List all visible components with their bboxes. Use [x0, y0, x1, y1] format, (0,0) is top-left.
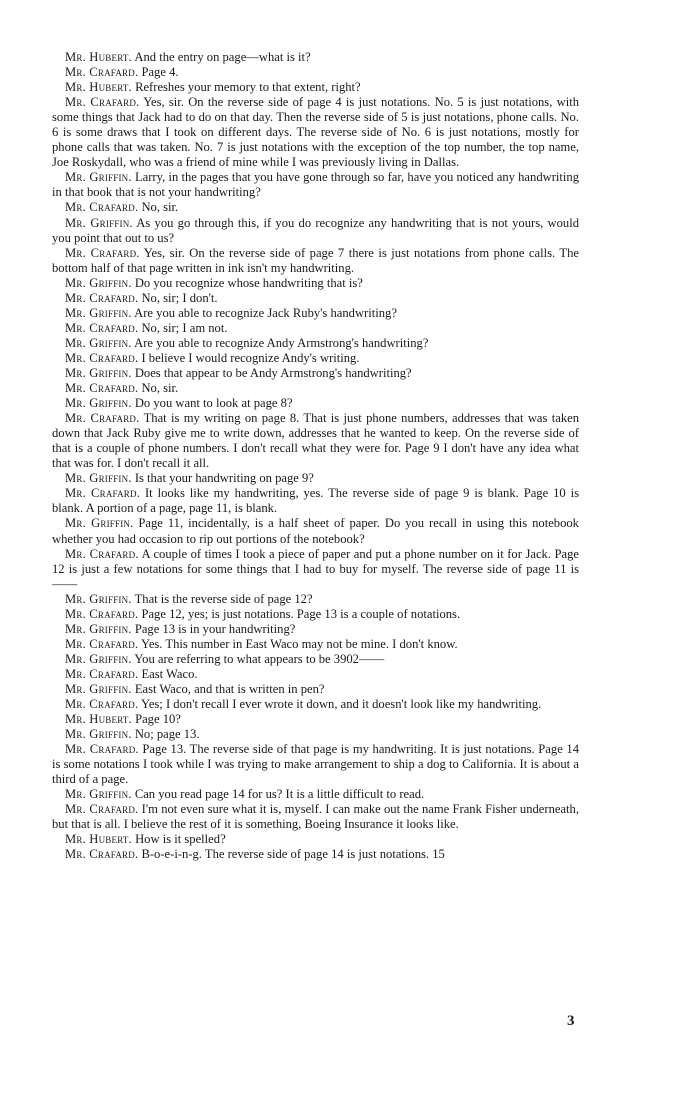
speaker-name: Mr. Griffin.: [65, 651, 132, 666]
speaker-name: Mr. Crafard.: [65, 486, 141, 501]
speaker-name: Mr. Crafard.: [65, 802, 139, 817]
testimony-paragraph: [52, 471, 579, 486]
speaker-name: Mr. Crafard.: [65, 200, 139, 215]
speaker-name: Mr. Crafard.: [65, 290, 139, 305]
speaker-name: Mr. Griffin.: [65, 681, 132, 696]
speaker-name: Mr. Griffin.: [65, 727, 132, 742]
speaker-name: Mr. Hubert.: [65, 832, 132, 847]
testimony-text: Yes. This number in East Waco may not be mine. I don't know.: [140, 636, 458, 651]
speaker-name: Mr. Crafard.: [65, 245, 140, 260]
testimony-text: No, sir.: [141, 381, 179, 396]
speaker-name: Mr. Hubert.: [65, 50, 132, 64]
testimony-text: I'm not even sure what it is, myself. I can make out the name Frank Fisher underneath, but that is all. I believe the rest of it is something, Boeing Insurance it looks like.: [52, 802, 579, 832]
speaker-name: Mr. Griffin.: [65, 335, 132, 350]
testimony-text: Do you want to look at page 8?: [134, 396, 293, 411]
testimony-paragraph: [52, 65, 579, 80]
testimony-text: No, sir; I am not.: [141, 320, 228, 335]
testimony-text: Yes; I don't recall I ever wrote it down, and it doesn't look like my handwriting.: [140, 697, 542, 712]
speaker-name: Mr. Crafard.: [65, 320, 139, 335]
testimony-paragraph: [52, 291, 579, 306]
testimony-text: That is my writing on page 8. That is just phone numbers, addresses that was taken down that Jack Ruby give me to write down, addresses that he wanted to keep. On the reverse side of that is a couple of phone numbers. I don't recall what they were for. Page 9 I don't have any idea what that was for. I don't recall it all.: [52, 411, 580, 471]
transcript-body: [52, 50, 579, 863]
testimony-paragraph: [52, 712, 579, 727]
speaker-name: Mr. Griffin.: [65, 471, 132, 486]
speaker-name: Mr. Crafard.: [65, 65, 139, 80]
testimony-text: East Waco, and that is written in pen?: [134, 681, 325, 696]
testimony-text: B-o-e-i-n-g. The reverse side of page 14 is just notations. 15: [141, 847, 445, 862]
speaker-name: Mr. Crafard.: [65, 666, 139, 681]
speaker-name: Mr. Hubert.: [65, 80, 132, 95]
testimony-text: Page 13 is in your handwriting?: [134, 621, 296, 636]
testimony-text: Are you able to recognize Jack Ruby's handwriting?: [134, 305, 397, 320]
testimony-paragraph: [52, 336, 579, 351]
testimony-paragraph: [52, 366, 579, 381]
testimony-paragraph: [52, 637, 579, 652]
speaker-name: Mr. Crafard.: [65, 381, 139, 396]
speaker-name: Mr. Crafard.: [65, 350, 139, 365]
testimony-paragraph: [52, 396, 579, 411]
speaker-name: Mr. Crafard.: [65, 95, 140, 110]
testimony-text: Does that appear to be Andy Armstrong's handwriting?: [134, 365, 412, 380]
speaker-name: Mr. Griffin.: [65, 787, 132, 802]
testimony-paragraph: [52, 802, 579, 832]
testimony-paragraph: [52, 607, 579, 622]
testimony-text: As you go through this, if you do recognize any handwriting that is not yours, would you point that out to us?: [52, 215, 579, 245]
speaker-name: Mr. Griffin.: [65, 365, 132, 380]
testimony-text: Page 11, incidentally, is a half sheet of paper. Do you recall in using this notebook whether you had occasion to rip out portions of the notebook?: [52, 516, 579, 546]
testimony-paragraph: [52, 667, 579, 682]
testimony-paragraph: [52, 742, 579, 787]
testimony-paragraph: [52, 216, 579, 246]
testimony-text: No, sir; I don't.: [141, 290, 218, 305]
page-number: 3: [567, 1013, 575, 1029]
testimony-paragraph: [52, 592, 579, 607]
speaker-name: Mr. Griffin.: [65, 396, 132, 411]
testimony-text: You are referring to what appears to be 3902——: [134, 651, 385, 666]
speaker-name: Mr. Crafard.: [65, 606, 139, 621]
testimony-text: A couple of times I took a piece of paper and put a phone number on it for Jack. Page 12 is just a few notations for some things that I had to buy for myself. The reverse side of page 11 is——: [52, 546, 579, 591]
testimony-text: Yes, sir. On the reverse side of page 7 there is just notations from phone calls. The bottom half of that page written in ink isn't my handwriting.: [52, 245, 580, 275]
speaker-name: Mr. Griffin.: [65, 170, 132, 185]
testimony-text: It looks like my handwriting, yes. The reverse side of page 9 is blank. Page 10 is blank. A portion of a page, page 11, is blank.: [52, 486, 579, 516]
speaker-name: Mr. Griffin.: [65, 516, 134, 531]
speaker-name: Mr. Griffin.: [65, 305, 132, 320]
testimony-paragraph: [52, 381, 579, 396]
speaker-name: Mr. Hubert.: [65, 712, 132, 727]
speaker-name: Mr. Crafard.: [65, 636, 139, 651]
testimony-text: How is it spelled?: [135, 832, 226, 847]
testimony-paragraph: [52, 50, 579, 65]
testimony-text: Page 10?: [135, 712, 181, 727]
testimony-paragraph: [52, 516, 579, 546]
testimony-paragraph: [52, 276, 579, 291]
testimony-paragraph: [52, 832, 579, 847]
speaker-name: Mr. Griffin.: [65, 621, 132, 636]
testimony-paragraph: [52, 321, 579, 336]
testimony-text: Refreshes your memory to that extent, right?: [135, 80, 361, 95]
testimony-paragraph: [52, 246, 579, 276]
testimony-paragraph: [52, 170, 579, 200]
testimony-text: Page 4.: [141, 65, 179, 80]
testimony-paragraph: [52, 652, 579, 667]
testimony-text: East Waco.: [141, 666, 198, 681]
speaker-name: Mr. Griffin.: [65, 215, 133, 230]
testimony-paragraph: [52, 727, 579, 742]
testimony-text: That is the reverse side of page 12?: [134, 591, 313, 606]
testimony-text: No; page 13.: [134, 727, 200, 742]
testimony-text: Do you recognize whose handwriting that is?: [134, 275, 363, 290]
testimony-paragraph: [52, 847, 579, 862]
speaker-name: Mr. Crafard.: [65, 847, 139, 862]
testimony-text: Page 12, yes; is just notations. Page 13 is a couple of notations.: [141, 606, 461, 621]
testimony-text: Is that your handwriting on page 9?: [134, 471, 314, 486]
speaker-name: Mr. Crafard.: [65, 742, 139, 757]
testimony-paragraph: [52, 682, 579, 697]
testimony-paragraph: [52, 200, 579, 215]
testimony-text: Are you able to recognize Andy Armstrong's handwriting?: [134, 335, 429, 350]
speaker-name: Mr. Crafard.: [65, 697, 139, 712]
testimony-text: Page 13. The reverse side of that page is my handwriting. It is just notations. Page 14 is some notations I took while I was trying to make arrangement to ship a dog to California. It is about a third of a page.: [52, 742, 579, 787]
testimony-text: No, sir.: [141, 200, 179, 215]
speaker-name: Mr. Griffin.: [65, 591, 132, 606]
testimony-paragraph: [52, 95, 579, 170]
testimony-paragraph: [52, 351, 579, 366]
testimony-text: Larry, in the pages that you have gone through so far, have you noticed any handwriting in that book that is not your handwriting?: [52, 170, 579, 200]
testimony-paragraph: [52, 547, 579, 592]
testimony-paragraph: [52, 697, 579, 712]
testimony-text: Can you read page 14 for us? It is a little difficult to read.: [134, 787, 425, 802]
testimony-paragraph: [52, 80, 579, 95]
speaker-name: Mr. Crafard.: [65, 411, 140, 426]
testimony-paragraph: [52, 306, 579, 321]
testimony-text: And the entry on page—what is it?: [134, 50, 311, 64]
testimony-paragraph: [52, 411, 579, 471]
speaker-name: Mr. Crafard.: [65, 546, 139, 561]
testimony-paragraph: [52, 787, 579, 802]
testimony-text: Yes, sir. On the reverse side of page 4 is just notations. No. 5 is just notations, with some things that Jack had to do on that day. Then the reverse side of 5 is just notations, phone calls. No. 6 is some draws that I took on different days. The reverse side of No. 6 is just notations, mostly for phone calls that was taken. No. 7 is just notations with the exception of the top number, the top name, Joe Roskydall, who was a friend of mine while I was previously living in Dallas.: [52, 95, 579, 170]
testimony-paragraph: [52, 486, 579, 516]
testimony-paragraph: [52, 622, 579, 637]
testimony-text: I believe I would recognize Andy's writing.: [141, 350, 360, 365]
speaker-name: Mr. Griffin.: [65, 275, 132, 290]
